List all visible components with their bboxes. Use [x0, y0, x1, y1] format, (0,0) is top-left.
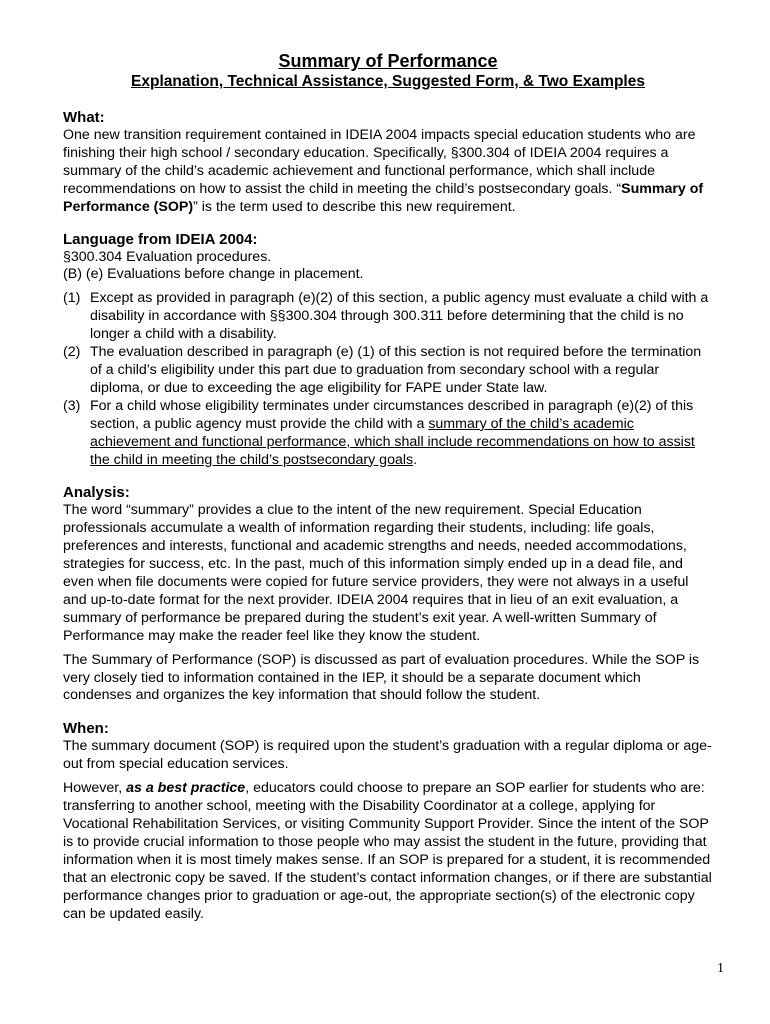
- list-item: [63, 398, 713, 470]
- when-p2-rest: , educators could choose to prepare an SOP earlier for students who are: transferring to another school, meeting with the Disability Coordinator at a college, applying for Vocational Rehabilitation Services, or visiting Community Support Provider. Since the intent of the SOP is to provide crucial information to those people who may assist the student in the future, providing that information when it is most timely makes sense. If an SOP is prepared for a student, it is recommended that an electronic copy be saved. If the student’s contact information changes, or if there are substantial performance changes prior to graduation or age-out, the appropriate section(s) of the electronic copy can be updated easily.: [63, 780, 712, 922]
- page-subtitle: Explanation, Technical Assistance, Suggested Form, & Two Examples: [131, 73, 645, 90]
- document-page: [63, 50, 713, 923]
- what-quote-close: ” is the term used to describe this new requirement.: [193, 198, 516, 215]
- analysis-paragraph-1: The word “summary” provides a clue to the intent of the new requirement. Special Education professionals accumulate a wealth of information regarding their students, including: life goals, preferences and interests, functional and academic strengths and needs, needed accommodations, strategies for success, etc. In the past, much of this information simply ended up in a dead file, and even when file documents were copied for future service providers, they were not always in a useful and up-to-date format for the next provider. IDEIA 2004 requires that in lieu of an exit evaluation, a summary of performance be prepared during the student’s exit year. A well-written Summary of Performance may make the reader feel like they know the student.: [63, 502, 689, 644]
- list-item-text: Except as provided in paragraph (e)(2) of this section, a public agency must evaluate a child with a disability in accordance with §§300.304 through 300.311 before determining that the child is no longer a child with a disability.: [90, 290, 709, 343]
- sop-term: Summary of Performance (SOP): [63, 180, 704, 215]
- list-item-text: For a child whose eligibility terminates under circumstances described in paragraph (e)(2) of this section, a public agency must provide the child with a: [90, 397, 694, 432]
- when-paragraph-2: [63, 780, 713, 923]
- analysis-paragraph-2: The Summary of Performance (SOP) is discussed as part of evaluation procedures. While the SOP is very closely tied to information contained in the IEP, it should be a separate document which condenses and organizes the key information that should follow the student.: [63, 651, 700, 704]
- list-item-number: (3): [63, 397, 81, 414]
- what-heading: What:: [63, 109, 105, 126]
- page-title: Summary of Performance: [278, 51, 498, 71]
- when-p2-start: However,: [63, 780, 127, 797]
- language-heading: Language from IDEIA 2004:: [63, 230, 258, 248]
- analysis-heading: Analysis:: [63, 484, 130, 502]
- language-line-1: §300.304 Evaluation procedures.: [63, 248, 272, 265]
- list-item-underlined: summary of the child’s academic achievement and functional performance, which shall include recommendations on how to assist the child in meeting the child’s postsecondary goals: [90, 415, 695, 468]
- list-item-text: The evaluation described in paragraph (e) (1) of this section is not required before the termination of a child’s eligibility under this part due to graduation from secondary school with a regular diploma, or due to exceeding the age eligibility for FAPE under State law.: [90, 344, 702, 396]
- when-paragraph-1: The summary document (SOP) is required upon the student’s graduation with a regular diploma or age-out from special education services.: [63, 738, 712, 773]
- list-item: [63, 344, 713, 398]
- what-paragraph: [63, 127, 713, 217]
- best-practice-emphasis: as a best practice: [126, 780, 246, 797]
- list-item: [63, 290, 713, 344]
- what-quote-open: “: [616, 180, 622, 197]
- when-heading: When:: [63, 720, 109, 738]
- page-number: 1: [717, 961, 724, 976]
- list-item-number: (2): [63, 344, 81, 361]
- language-line-2: (B) (e) Evaluations before change in placement.: [63, 266, 364, 283]
- list-item-number: (1): [63, 290, 81, 307]
- language-list: [63, 290, 713, 469]
- what-text: One new transition requirement contained in IDEIA 2004 impacts special education students who are finishing their high school / secondary education. Specifically, §300.304 of IDEIA 2004 requires a summary of the child’s academic achievement and functional performance, which shall include recommendations on how to assist the child in meeting the child’s postsecondary goals.: [63, 127, 696, 197]
- list-item-end: .: [413, 451, 418, 468]
